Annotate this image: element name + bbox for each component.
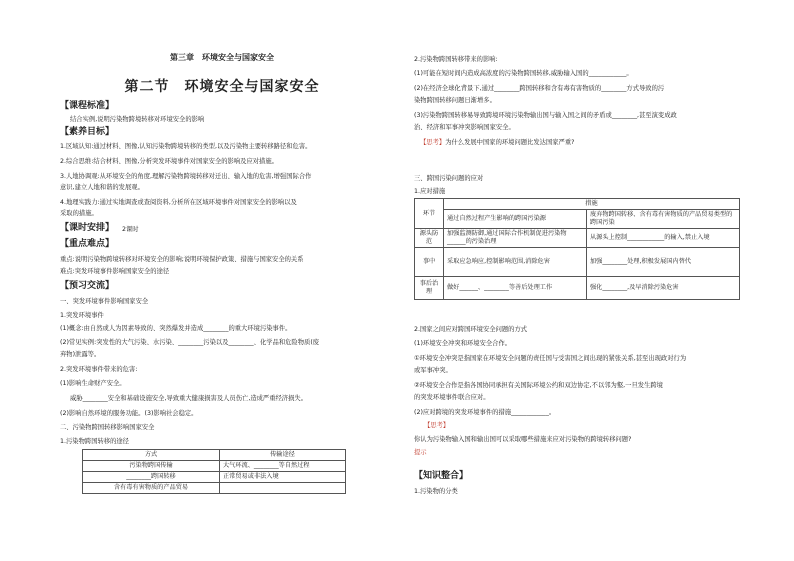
think-row (420, 137, 574, 148)
think-question: 为什么发展中国家的环境问题比发达国家严重? (445, 139, 575, 146)
table-row (415, 248, 740, 277)
table-cell: 含有毒有害物质的产品贸易 (83, 483, 220, 494)
goal-line: 3.人地协调观:从环境安全的角度,理解污染物跨境转移对迁出、输入地的危害,增强国际合作 (60, 173, 312, 180)
table-cell: 采取应急响应,控制影响范围,消除危害 (444, 248, 587, 277)
text-line: 1.应对措施 (414, 188, 446, 195)
text-line: 2.突发环境事件带来的危害: (60, 366, 138, 373)
table-cell: 环节 (415, 199, 444, 229)
text-line: (1)概念:由自然或人为因素导致的、突然爆发并造成________的重大环境污染事件。 (60, 325, 292, 332)
table-cell: 事中 (415, 248, 444, 277)
table-row (415, 210, 740, 229)
part3-heading: 三、跨国污染问题的应对 (414, 175, 484, 182)
standard-text: 结合实例,说明污染物跨境转移对环境安全的影响 (70, 116, 205, 123)
table-header: 方式 (83, 450, 220, 461)
heading-preview: 【预习交流】 (60, 281, 115, 291)
think-label: 【思考】 (424, 422, 450, 429)
text-line: 弃物)泄露等。 (60, 351, 101, 358)
text-line: (2)在经济全球化背景下,通过________跨国转移和含有毒有害物质的________方式导致的污 (414, 85, 665, 92)
part2-heading: 二、污染物跨国转移影响国家安全 (60, 424, 155, 431)
table-row (415, 199, 740, 210)
think-label: 【思考】 (420, 139, 446, 146)
heading-key: 【重点难点】 (60, 239, 115, 249)
heading-integrate: 【知识整合】 (414, 471, 469, 481)
table-cell: 加强________处理,积极发展国内替代 (587, 248, 740, 277)
table-row (83, 483, 346, 494)
table-cell: 强化________,及早消除污染危害 (587, 277, 740, 300)
hint-label: 提示 (414, 449, 427, 456)
transfer-table (82, 449, 346, 494)
text-line: 威胁________安全和基础设施安全,导致重大健康损害及人员伤亡,造成严重经济损失。 (70, 395, 307, 402)
table-row (415, 277, 740, 300)
goal-line: 2.综合思维:结合材料、图像,分析突发环境事件对国家安全的影响及应对措施。 (60, 158, 278, 165)
chapter-title: 第三章 环境安全与国家安全 (170, 52, 274, 62)
think-question: 你认为污染物输入国和输出国可以采取哪些措施来应对污染物的跨境转移问题? (414, 436, 632, 443)
text-line: 的突发环境事件联合应对。 (414, 394, 490, 401)
goal-line: 意识,建立人地和谐的发展观。 (60, 184, 144, 191)
table-cell: 通过自然过程产生影响的跨国污染源 (444, 210, 587, 229)
text-line: 1.突发环境事件 (60, 312, 104, 319)
heading-goals: 【素养目标】 (60, 127, 115, 137)
goal-line: 1.区域认知:通过材料、图像,认知污染物跨境转移的类型,以及污染物主要转移路径和危害。 (60, 143, 312, 150)
text-line: ①环境安全冲突是指国家在环境安全问题的责任国与受害国之间出现的紧张关系,甚至出现政对行为 (414, 355, 687, 362)
goal-line: 4.地理实践力:通过实地调查或查阅资料,分析所在区域环境事件对国家安全的影响以及 (60, 199, 297, 206)
heading-standard: 【课程标准】 (60, 101, 115, 111)
table-header: 传输途径 (220, 450, 346, 461)
measures-table (414, 198, 740, 300)
table-row (415, 229, 740, 248)
table-cell: 污染物跨国传输 (83, 461, 220, 472)
text-line: 1.污染物的分类 (414, 488, 458, 495)
text-line: (2)应对跨境的突发环境事件的措施____________。 (414, 409, 556, 416)
text-line: (1)影响生命财产安全。 (60, 380, 126, 387)
table-cell: 加强监测防御,通过国际合作机制促进污染物______的污染治理 (444, 229, 587, 248)
table-row (83, 461, 346, 472)
text-line: 2.污染物跨国转移带来的影响: (414, 56, 498, 63)
text-line: 染物跨国转移问题日渐增多。 (414, 97, 496, 104)
table-cell (220, 483, 346, 494)
table-cell: 从源头上控制____________的输入,禁止入境 (587, 229, 740, 248)
goal-line: 采取的措施。 (60, 210, 98, 217)
part1-heading: 一、突发环境事件影响国家安全 (60, 298, 149, 305)
table-cell: ________跨国转移 (83, 472, 220, 483)
text-line: 1.污染物跨国转移的途径 (60, 438, 129, 445)
table-cell: 大气环流、________等自然过程 (220, 461, 346, 472)
table-cell: 废弃物跨国转移、含有毒有害物质的产品贸易类型的跨国污染 (587, 210, 740, 229)
table-cell: 事后治理 (415, 277, 444, 300)
hours-text: 2课时 (122, 226, 139, 233)
text-line: (1)环境安全冲突和环境安全合作。 (414, 340, 512, 347)
table-cell: 做好______、________等善后处理工作 (444, 277, 587, 300)
table-cell: 正常贸易或非法入境 (220, 472, 346, 483)
text-line: (2)影响自然环境的服务功能。(3)影响社会稳定。 (60, 410, 198, 417)
text-line: (2)常见实例:突发性的大气污染、水污染、________污染以及________、化学品和危险物质(废 (60, 339, 320, 346)
table-cell: 源头防范 (415, 229, 444, 248)
text-line: 治、经济和军事冲突影响国家安全。 (414, 124, 515, 131)
difficulty-line: 难点:突发环境事件影响国家安全的途径 (60, 268, 170, 275)
text-line: (3)污染物跨国转移易导致跨境环境污染物输出国与输入国之间的矛盾或________,甚至演变成政 (414, 112, 677, 119)
table-row (83, 450, 346, 461)
heading-hours: 【课时安排】 (60, 223, 115, 233)
table-row (83, 472, 346, 483)
text-line: 或军事冲突。 (414, 367, 452, 374)
text-line: 2.国家之间应对跨国环境安全问题的方式 (414, 326, 528, 333)
key-line: 重点:说明污染物跨境转移对环境安全的影响;说明环境保护政策、措施与国家安全的关系 (60, 256, 304, 263)
section-title: 第二节 环境安全与国家安全 (124, 79, 320, 95)
text-line: ②环境安全合作是指各国协同承担有关国际环境公约和双边协定,不以邻为壑,一旦发生跨境 (414, 382, 663, 389)
table-header: 措施 (444, 199, 740, 210)
text-line: (1)可能在短时间内造成高浓度的污染物跨国转移,威胁输入国的____________。 (414, 70, 633, 77)
